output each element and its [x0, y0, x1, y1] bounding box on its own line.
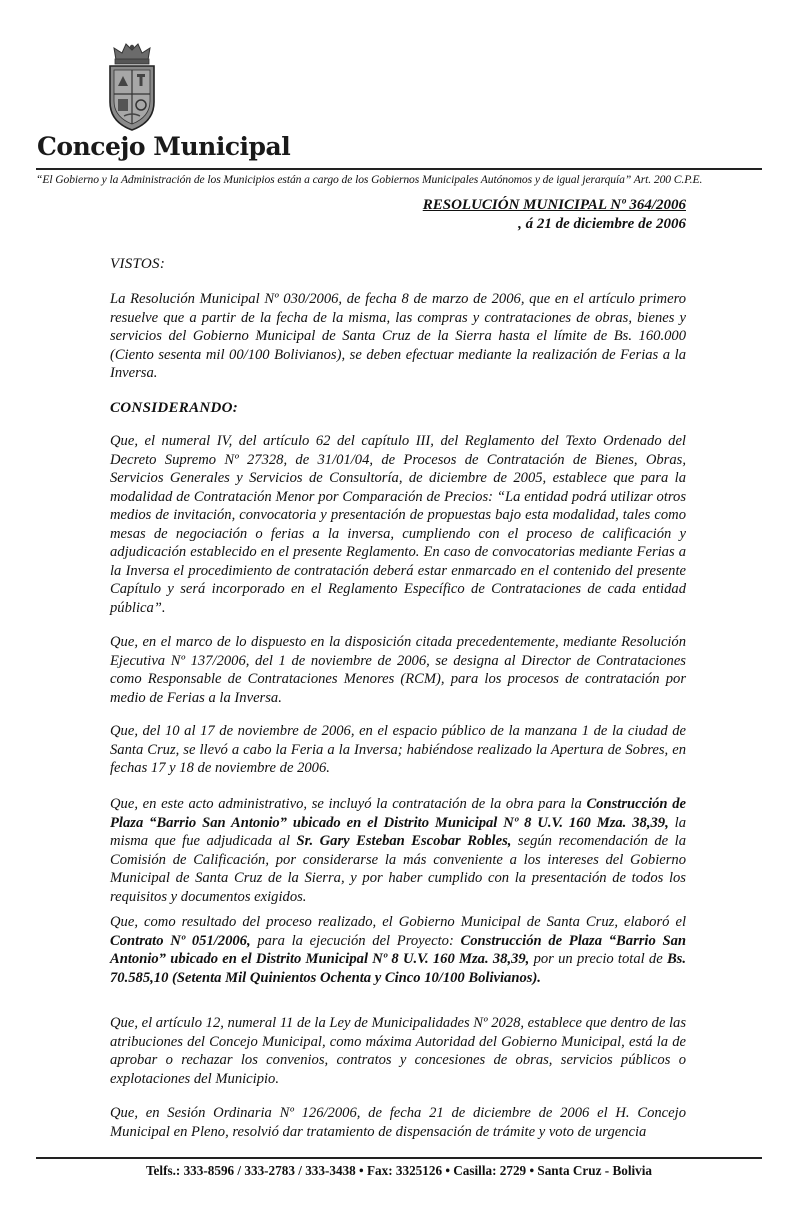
header-motto: “El Gobierno y la Administración de los Municipios están a cargo de los Gobiernos Municipales Autónomos y de igual jerarquía” Art. 200 C.P.E.	[36, 173, 703, 186]
coat-of-arms-icon	[104, 40, 160, 132]
project-name: Construcción de Plaza “Barrio San Antonio” ubicado en el Distrito Municipal Nº 8 U.V. 160 Mza. 38,39,	[110, 796, 686, 831]
footer-contact: Telfs.: 333-8596 / 333-2783 / 333-3438 • Fax: 3325126 • Casilla: 2729 • Santa Cruz - Bolivia	[145, 1163, 653, 1178]
paragraph-5-text: Que, en este acto administrativo, se incluyó la contratación de la obra para la	[110, 796, 587, 812]
organization-name: Concejo Municipal	[37, 132, 291, 161]
paragraph-5	[110, 795, 686, 906]
paragraph-5-text: según recomendación de la Comisión de Calificación, por considerarse la más conveniente a los intereses del Gobierno Municipal de Santa Cruz de la Sierra, y por haber cumplido con la presentación de todos los requisitos y documentos exigidos.	[110, 833, 686, 905]
paragraph-3: Que, en el marco de lo dispuesto en la disposición citada precedentemente, mediante Resolución Ejecutiva Nº 137/2006, del 1 de noviembre de 2006, se designa al Director de Contrataciones como Responsable de Contrataciones Menores (RCM), para los procesos de contratación por medio de Ferias a la Inversa.	[110, 634, 686, 706]
paragraph-6	[110, 913, 686, 987]
paragraph-6-text: por un precio total de	[529, 951, 667, 967]
resolution-title: RESOLUCIÓN MUNICIPAL Nº 364/2006	[422, 197, 686, 213]
project-name: Construcción de Plaza “Barrio San Antonio” ubicado en el Distrito Municipal Nº 8 U.V. 160 Mza. 38,39,	[110, 932, 687, 967]
awardee-name: Sr. Gary Esteban Escobar Robles,	[296, 833, 512, 849]
resolution-date: , á 21 de diciembre de 2006	[518, 216, 686, 232]
paragraph-2: Que, el numeral IV, del artículo 62 del capítulo III, del Reglamento del Texto Ordenado del Decreto Supremo Nº 27328, de 31/01/04, de Procesos de Contratación de Bienes, Obras, Servicios Generales y Servicios de Consultoría, de diciembre de 2005, establece que para la modalidad de Contratación Menor por Comparación de Precios: “La entidad podrá utilizar otros medios de invitación, convocatoria y presentación de propuestas bajo esta modalidad, tales como mesas de negociación o ferias a la inversa, cumpliendo con el proceso de calificación y adjudicación establecido en el presente Reglamento. En caso de convocatorias mediante Ferias a la Inversa el procedimiento de contratación deberá estar enmarcado en el contenido del presente Capítulo y será incorporado en el Reglamento Específico de Contrataciones de cada entidad pública”.	[110, 433, 686, 616]
section-heading-considerando: CONSIDERANDO:	[110, 400, 239, 416]
paragraph-5-text: la misma que fue adjudicada al	[110, 814, 686, 849]
header-rule	[36, 168, 762, 170]
paragraph-1: La Resolución Municipal Nº 030/2006, de fecha 8 de marzo de 2006, que en el artículo primero resuelve que a partir de la fecha de la misma, las compras y contrataciones de obras, bienes y servicios del Gobierno Municipal de Santa Cruz de la Sierra hasta el límite de Bs. 160.000 (Ciento sesenta mil 00/100 Bolivianos), se deben efectuar mediante la realización de Ferias a la Inversa.	[110, 291, 686, 381]
section-heading-vistos: VISTOS:	[110, 256, 166, 272]
paragraph-4: Que, del 10 al 17 de noviembre de 2006, en el espacio público de la manzana 1 de la ciudad de Santa Cruz, se llevó a cabo la Feria a la Inversa; habiéndose realizado la Apertura de Sobres, en fechas 17 y 18 de noviembre de 2006.	[110, 723, 686, 776]
paragraph-7: Que, el artículo 12, numeral 11 de la Ley de Municipalidades Nº 2028, establece que dentro de las atribuciones del Concejo Municipal, como máxima Autoridad del Gobierno Municipal, está la de aprobar o rechazar los convenios, contratos y concesiones de obras, servicios públicos o explotaciones del Municipio.	[110, 1015, 687, 1087]
contract-number: Contrato Nº 051/2006,	[110, 932, 251, 949]
paragraph-8: Que, en Sesión Ordinaria Nº 126/2006, de fecha 21 de diciembre de 2006 el H. Concejo Municipal en Pleno, resolvió dar tratamiento de dispensación de trámite y voto de urgencia	[110, 1105, 686, 1140]
paragraph-6-text: Que, como resultado del proceso realizado, el Gobierno Municipal de Santa Cruz, elaboró el	[110, 914, 686, 930]
contract-amount: Bs. 70.585,10 (Setenta Mil Quinientos Ochenta y Cinco 10/100 Bolivianos).	[110, 951, 687, 986]
footer-rule	[36, 1157, 762, 1159]
paragraph-6-text: para la ejecución del Proyecto:	[250, 932, 461, 949]
